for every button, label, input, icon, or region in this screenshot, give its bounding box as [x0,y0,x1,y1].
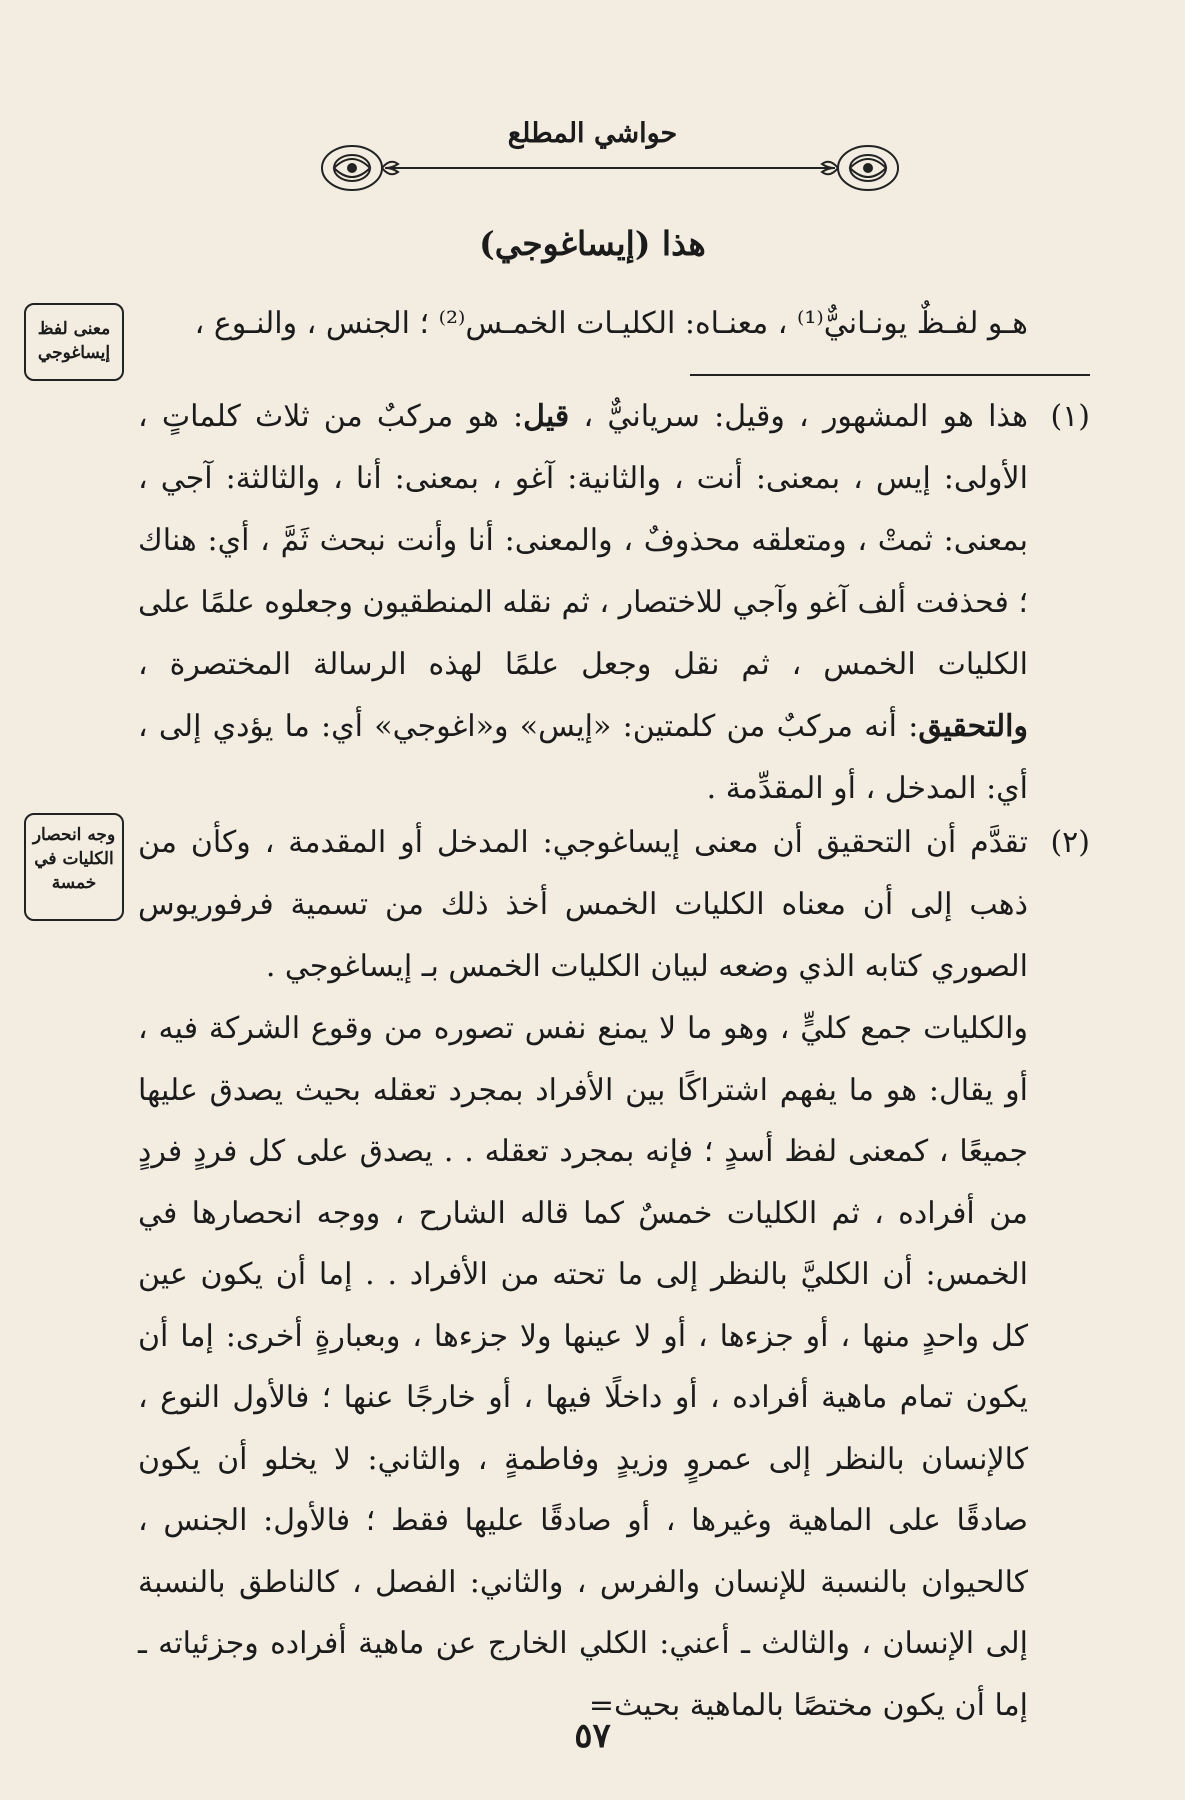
footnote-text: هذا هو المشهور ، وقيل: سريانيٌّ ، قيل: هو مركبٌ من ثلاث كلماتٍ ، الأولى: إيس ، بمعنى: أنت ، والثانية: آغو ، بمعنى: أنا ، والثالثة: آجي ، بمعنى: ثمتْ ، ومتعلقه محذوفٌ ، والمعنى: أنا وأنت نبحث ثَمَّ ، أي: هناك ؛ فحذفت ألف آغو وآجي للاختصار ، ثم نقله المنطقيون وجعلوه علمًا على الكليات الخمس ، ثم نقل وجعل علمًا لهذه الرسالة المختصرة ، والتحقيق: أنه مركبٌ من كلمتين: «إيس» و«اغوجي» أي: ما يؤدي إلى ، أي: المدخل ، أو المقدِّمة . [138,399,1028,806]
running-header: حواشي المطلع [507,118,678,149]
margin-gloss-2: وجه انحصار الكليات في خمسة [24,813,124,921]
section-title: هذا (إيساغوجي) [479,224,706,263]
footnote-2 [138,812,1090,998]
footnote-continuation: والكليات جمع كليٍّ ، وهو ما لا يمنع نفس تصوره من وقوع الشركة فيه ، أو يقال: هو ما يفهم اشتراكًا بين الأفراد بمجرد تعقله بحيث يصدق عليها جميعًا ، كمعنى لفظ أسدٍ ؛ فإنه بمجرد تعقله . . يصدق على كل فردٍ فردٍ من أفراده ، ثم الكليات خمسٌ كما قاله الشارح ، ووجه انحصارها في الخمس: أن الكليَّ بالنظر إلى ما تحته من الأفراد . . إما أن يكون عين كل واحدٍ منها ، أو جزءها ، أو لا عينها ولا جزءها ، وبعبارةٍ أخرى: إما أن يكون تمام ماهية أفراده ، أو داخلًا فيها ، أو خارجًا عنها ؛ فالأول النوع ، كالإنسان بالنظر إلى عمروٍ وزيدٍ وفاطمةٍ ، والثاني: لا يخلو أن يكون صادقًا على الماهية وغيرها ، أو صادقًا عليها فقط ؛ فالأول: الجنس ، كالحيوان بالنسبة للإنسان والفرس ، والثاني: الفصل ، كالناطق بالنسبة إلى الإنسان ، والثالث ـ أعني: الكلي الخارج عن ماهية أفراده وجزئياته ـ إما أن يكون مختصًا بالماهية بحيث= [138,1011,1028,1723]
margin-gloss-1: معنى لفظ إيساغوجي [24,303,124,381]
footnote-number: (٢) [1050,825,1090,860]
footnote-number: (١) [1050,399,1090,434]
header-ornament-icon [310,138,910,198]
footnote-1 [138,386,1090,820]
footnote-text: تقدَّم أن التحقيق أن معنى إيساغوجي: المدخل أو المقدمة ، وكأن من ذهب إلى أن معناه الكليات الخمس أخذ ذلك من تسمية فرفوريوس الصوري كتابه الذي وضعه لبيان الكليات الخمس بـ إيساغوجي . [138,825,1028,984]
footnote-separator [690,374,1090,376]
main-text-line: هـو لفـظٌ يونـانيٌّ⁽¹⁾ ، معنـاه: الكليـات الخمـس⁽²⁾ ؛ الجنس ، والنـوع ، [194,306,1028,341]
page-number: ٥٧ [574,1716,611,1756]
